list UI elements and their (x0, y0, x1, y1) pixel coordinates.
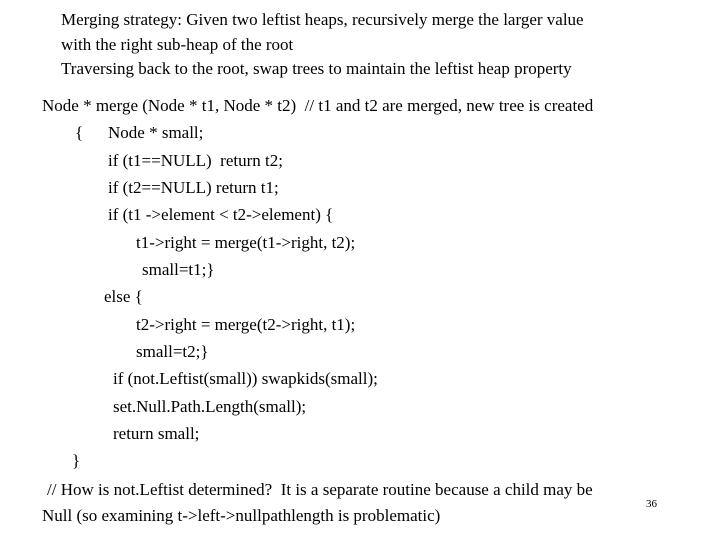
code-line: small=t2;} (136, 342, 209, 361)
code-line: if (t1 ->element < t2->element) { (108, 205, 334, 224)
slide-number: 36 (646, 498, 657, 510)
code-line: t2->right = merge(t2->right, t1); (136, 315, 356, 334)
code-line: else { (104, 287, 143, 306)
intro-line-3: Traversing back to the root, swap trees to maintain the leftist heap property (61, 59, 572, 78)
code-line: set.Null.Path.Length(small); (113, 397, 307, 416)
code-line: if (t1==NULL) return t2; (108, 151, 283, 170)
intro-line-1: Merging strategy: Given two leftist heaps, recursively merge the larger value (61, 10, 584, 29)
intro-line-2: with the right sub-heap of the root (61, 35, 294, 54)
code-signature: Node * merge (Node * t1, Node * t2) // t1 and t2 are merged, new tree is created (42, 96, 594, 115)
footer-line-1: // How is not.Leftist determined? It is a separate routine because a child may be (47, 480, 593, 499)
code-open-brace: { (75, 123, 84, 142)
code-line: if (t2==NULL) return t1; (108, 178, 279, 197)
footer-line-2: Null (so examining t->left->nullpathlength is problematic) (42, 506, 441, 525)
code-line: return small; (113, 424, 200, 443)
code-close-brace: } (72, 451, 81, 470)
code-line: Node * small; (108, 123, 204, 142)
code-line: t1->right = merge(t1->right, t2); (136, 233, 356, 252)
code-line: if (not.Leftist(small)) swapkids(small); (113, 369, 378, 388)
code-line: small=t1;} (142, 260, 215, 279)
